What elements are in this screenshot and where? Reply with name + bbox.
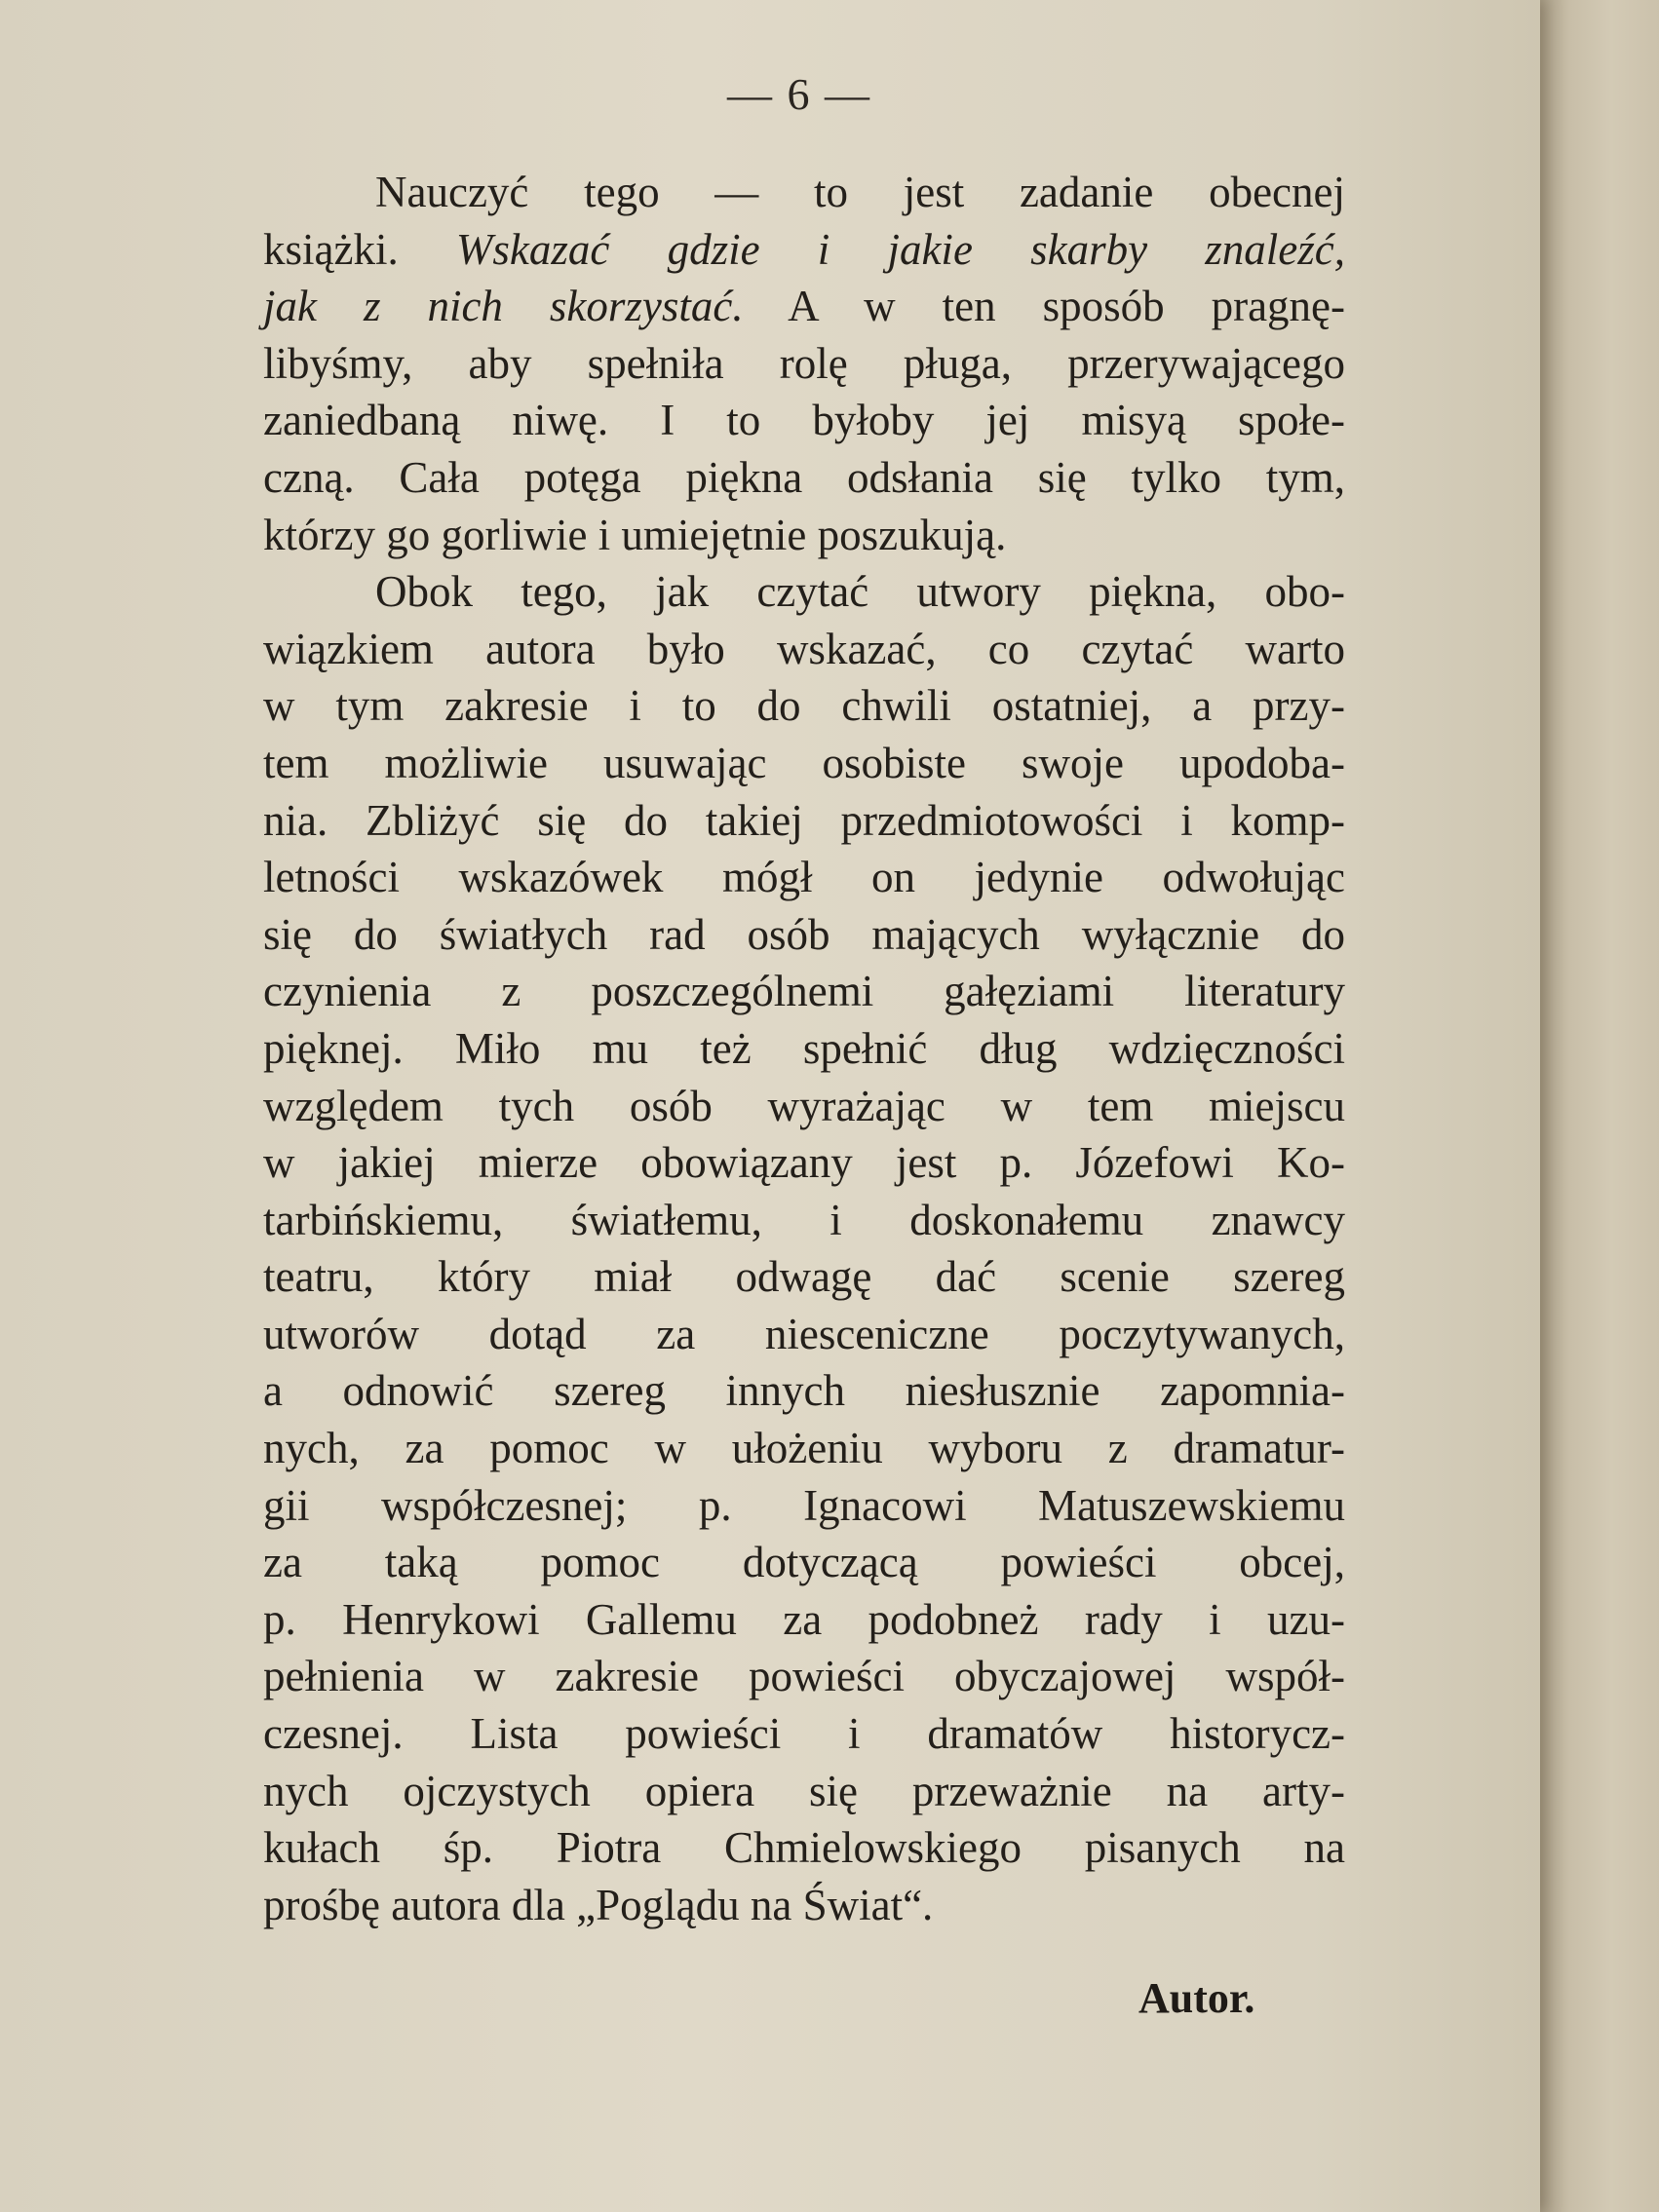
body-text — [263, 164, 1345, 1933]
text-run: się do światłych rad osób mających wyłącznie do — [263, 909, 1345, 959]
text-line — [263, 1134, 1345, 1192]
text-line — [263, 1648, 1345, 1705]
text-run: względem tych osób wyrażając w tem miejscu — [263, 1081, 1345, 1130]
text-line — [263, 1020, 1345, 1078]
text-line — [263, 1477, 1345, 1535]
text-run: w tym zakresie i to do chwili ostatniej, a przy- — [263, 681, 1345, 731]
text-run: wiązkiem autora było wskazać, co czytać warto — [263, 624, 1345, 673]
text-run: nych ojczystych opiera się przeważnie na arty- — [263, 1766, 1345, 1815]
text-line — [263, 1763, 1345, 1820]
text-run: teatru, który miał odwagę dać scenie szereg — [263, 1252, 1345, 1302]
text-line — [263, 677, 1345, 735]
text-line — [263, 392, 1345, 449]
text-run: pięknej. Miło mu też spełnić dług wdzięczności — [263, 1023, 1345, 1073]
text-run: A w ten sposób pragnę- — [743, 282, 1345, 331]
text-line — [263, 1705, 1345, 1763]
text-run: czną. Cała potęga piękna odsłania się tylko tym, — [263, 452, 1345, 502]
text-line — [263, 1877, 1345, 1934]
text-line — [263, 1819, 1345, 1877]
text-line — [263, 278, 1345, 335]
text-line — [263, 621, 1345, 678]
text-run: czynienia z poszczególnemi gałęziami literatury — [263, 967, 1345, 1016]
next-page-edge — [1540, 0, 1659, 2212]
text-line — [263, 1192, 1345, 1249]
text-run: prośbę autora dla „Poglądu na Świat“. — [263, 1880, 934, 1929]
text-run: p. Henrykowi Gallemu za podobneż rady i uzu- — [263, 1594, 1345, 1644]
text-run: tem możliwie usuwając osobiste swoje upodoba- — [263, 738, 1345, 787]
text-line — [263, 449, 1345, 507]
text-run: zaniedbaną niwę. I to byłoby jej misyą społe- — [263, 396, 1345, 445]
text-run: którzy go gorliwie i umiejętnie poszukują. — [263, 510, 1007, 559]
page-number: — 6 — — [727, 69, 871, 119]
text-line — [263, 507, 1345, 564]
italic-text-run: jak z nich skorzystać. — [263, 282, 744, 331]
text-run: nych, za pomoc w ułożeniu wyboru z dramatur- — [263, 1424, 1345, 1473]
text-run: w jakiej mierze obowiązany jest p. Józefowi Ko- — [263, 1138, 1345, 1188]
text-line — [263, 335, 1345, 393]
text-run: letności wskazówek mógł on jedynie odwołując — [263, 853, 1345, 902]
text-line — [263, 1248, 1345, 1306]
text-line — [263, 221, 1345, 279]
text-run: gii współczesnej; p. Ignacowi Matuszewskiemu — [263, 1480, 1345, 1530]
text-run: książki. — [263, 224, 456, 274]
text-line — [263, 849, 1345, 906]
text-line — [263, 1362, 1345, 1420]
text-run: kułach śp. Piotra Chmielowskiego pisanych na — [263, 1823, 1345, 1873]
text-run: a odnowić szereg innych niesłusznie zapomnia- — [263, 1366, 1345, 1416]
text-run: pełnienia w zakresie powieści obyczajowej współ- — [263, 1652, 1345, 1701]
text-line — [263, 1306, 1345, 1363]
text-line — [263, 735, 1345, 792]
text-line — [263, 1534, 1345, 1591]
text-line — [263, 963, 1345, 1020]
text-run: Obok tego, jak czytać utwory piękna, obo- — [375, 567, 1345, 617]
text-line — [263, 1591, 1345, 1649]
text-run: utworów dotąd za niesceniczne poczytywanych, — [263, 1309, 1345, 1358]
text-run: nia. Zbliżyć się do takiej przedmiotowości i komp- — [263, 795, 1345, 845]
text-line — [263, 906, 1345, 964]
text-run: czesnej. Lista powieści i dramatów historycz- — [263, 1709, 1345, 1759]
text-run: Nauczyć tego — to jest zadanie obecnej — [375, 168, 1345, 216]
signature: Autor. — [1138, 1974, 1255, 2022]
text-line — [263, 792, 1345, 850]
italic-text-run: Wskazać gdzie i jakie skarby znaleźć, — [455, 224, 1346, 274]
text-line — [263, 1420, 1345, 1477]
text-line — [263, 1078, 1345, 1135]
text-line — [263, 164, 1345, 221]
text-run: tarbińskiemu, światłemu, i doskonałemu znawcy — [263, 1195, 1345, 1244]
text-run: za taką pomoc dotyczącą powieści obcej, — [263, 1538, 1345, 1587]
text-run: libyśmy, aby spełniła rolę pługa, przerywającego — [263, 338, 1345, 388]
text-line — [263, 563, 1345, 621]
